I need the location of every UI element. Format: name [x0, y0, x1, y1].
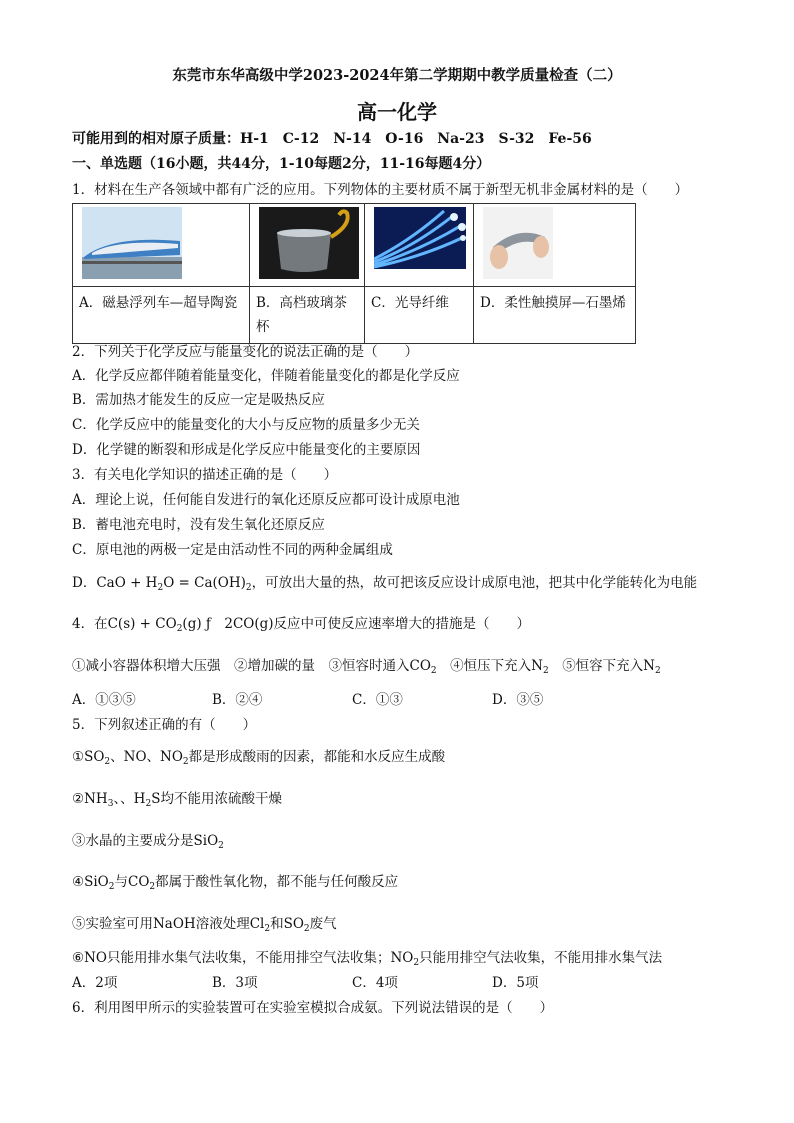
q1-option-a: A．磁悬浮列车—超导陶瓷: [73, 287, 250, 344]
q1-stem: 1．材料在生产各领域中都有广泛的应用。下列物体的主要材质不属于新型无机非金属材料的是（ ）: [72, 182, 689, 198]
q6-stem: 6．利用图甲所示的实验装置可在实验室模拟合成氨。下列说法错误的是（ ）: [72, 1000, 554, 1016]
q4-stem: 4．在$C(s) + CO_2(g)$ ƒ 2CO(g)反应中可使反应速率增大的措施是（ ）: [72, 616, 531, 634]
q1-option-c: C．光导纤维: [365, 287, 474, 344]
q2-option-a: A．化学反应都伴随着能量变化，伴随着能量变化的都是化学反应: [72, 368, 460, 384]
q4-answer-a: A．①③⑤: [72, 692, 136, 708]
q2-stem: 2．下列关于化学反应与能量变化的说法正确的是（ ）: [72, 344, 419, 360]
q4-answer-b: B．②④: [212, 692, 263, 708]
q2-option-d: D．化学键的断裂和形成是化学反应中能量变化的主要原因: [72, 442, 421, 458]
q1-option-d: D．柔性触摸屏—石墨烯: [474, 287, 636, 344]
q5-stem: 5．下列叙述正确的有（ ）: [72, 717, 257, 733]
q3-option-d: D．CaO + $H_2O = Ca(OH)_2$，可放出大量的热，故可把该反应设计成原电池，把其中化学能转化为电能: [72, 575, 698, 593]
teacup-image-cell: [250, 204, 365, 287]
maglev-train-image: [82, 207, 182, 279]
q3-option-b: B．蓄电池充电时，没有发生氧化还原反应: [72, 517, 325, 533]
q3-option-c: C．原电池的两极一定是由活动性不同的两种金属组成: [72, 542, 393, 558]
q5-statement-3: ③水晶的主要成分是SiO$_2$: [72, 833, 224, 851]
q2-option-c: C．化学反应中的能量变化的大小与反应物的质量多少无关: [72, 417, 420, 433]
section-heading: 一、单选题（16小题，共44分，1-10每题2分，11-16每题4分）: [72, 156, 491, 172]
q5-statement-4: ④SiO$_2$与$CO_2$都属于酸性氧化物，都不能与任何酸反应: [72, 874, 399, 892]
q5-statement-6: ⑥NO只能用排水集气法收集，不能用排空气法收集；$NO_2$只能用排空气法收集，不能用排水集气法: [72, 950, 663, 968]
q5-answer-a: A．2项: [72, 975, 118, 991]
q4-answer-c: C．①③: [352, 692, 403, 708]
q1-material-table: [72, 203, 636, 344]
q5-statement-1: $①SO_2$、NO、$NO_2$都是形成酸雨的因素，都能和水反应生成酸: [72, 749, 446, 767]
q4-measures: ①减小容器体积增大压强 ②增加碳的量 ③恒容时通入$CO_2$ ④恒压下充入$N_2$ ⑤恒容下充入$N_2$: [72, 658, 661, 676]
fiber-image-cell: [365, 204, 474, 287]
q1-option-b: B．高档玻璃茶杯: [250, 287, 365, 344]
q5-answer-b: B．3项: [212, 975, 258, 991]
q4-answer-d: D．③⑤: [492, 692, 544, 708]
q2-option-b: B．需加热才能发生的反应一定是吸热反应: [72, 392, 325, 408]
q5-answer-c: C．4项: [352, 975, 398, 991]
q5-answer-d: D．5项: [492, 975, 539, 991]
atomic-masses: 可能用到的相对原子质量：H-1 C-12 N-14 O-16 Na-23 S-32 Fe-56: [72, 131, 592, 147]
q3-stem: 3．有关电化学知识的描述正确的是（ ）: [72, 467, 338, 483]
touchscreen-image: [483, 207, 553, 279]
q5-statement-5: ⑤实验室可用NaOH溶液处理$Cl_2$和$SO_2$废气: [72, 916, 337, 934]
glass-teacup-image: [259, 207, 359, 279]
school-title: 东莞市东华高级中学2023-2024年第二学期期中教学质量检查（二）: [172, 67, 622, 84]
maglev-image-cell: [73, 204, 250, 287]
subject-title: 高一化学: [357, 100, 437, 124]
graphene-image-cell: [474, 204, 636, 287]
q3-option-a: A．理论上说，任何能自发进行的氧化还原反应都可设计成原电池: [72, 492, 460, 508]
q5-statement-2: $②NH_3$、、$H_2S$均不能用浓硫酸干燥: [72, 791, 282, 809]
optical-fiber-image: [374, 207, 466, 269]
